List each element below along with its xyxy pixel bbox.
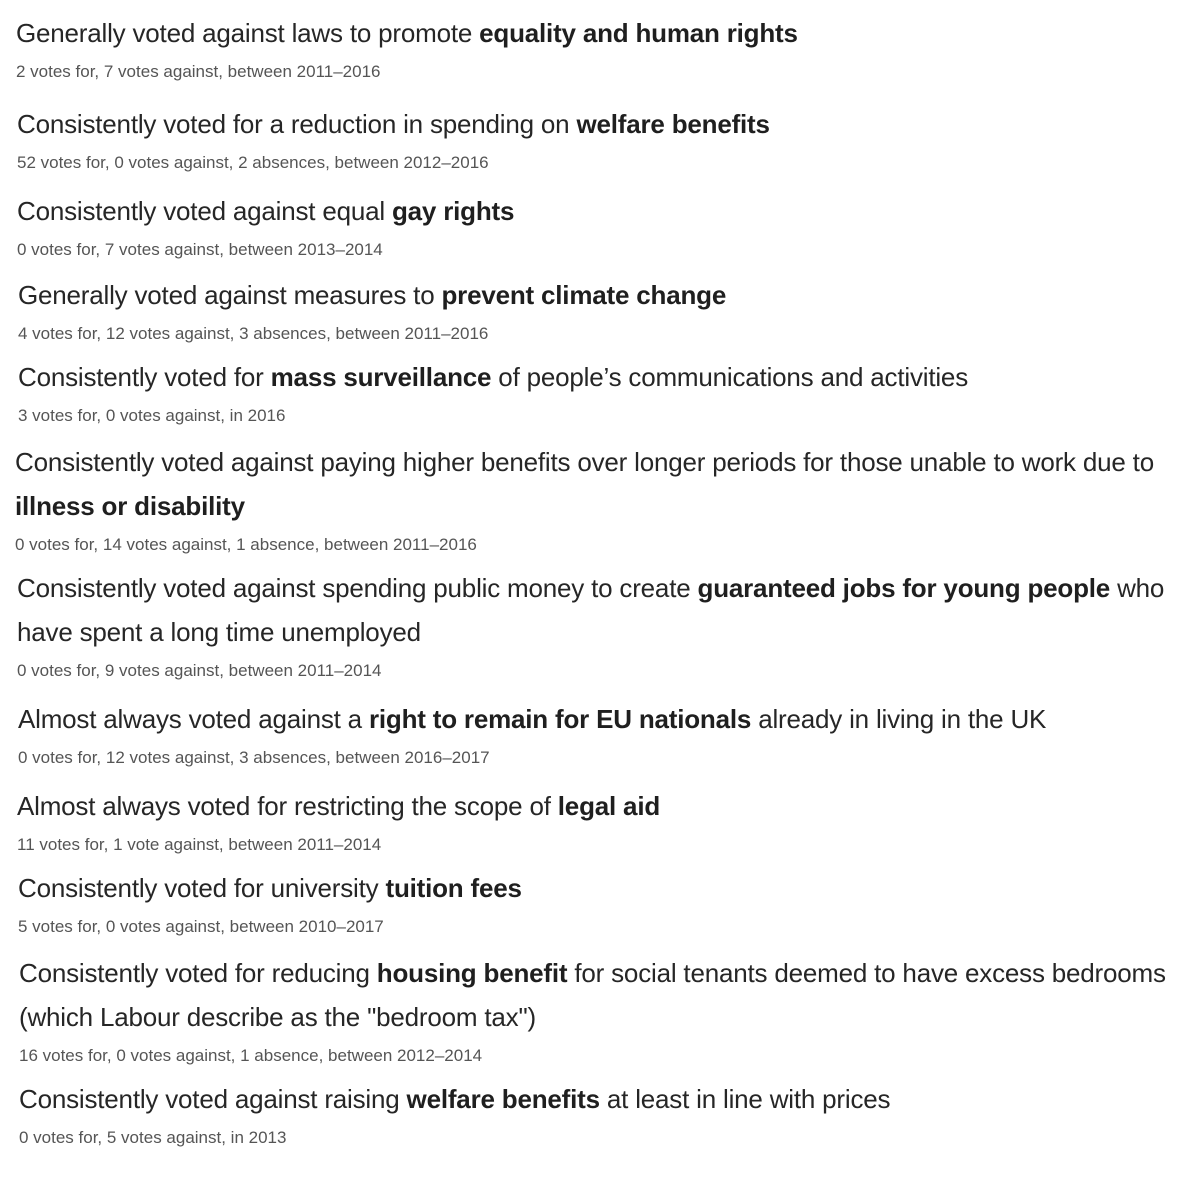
vote-entry <box>15 440 1200 556</box>
vote-statement: Generally voted against laws to promote equality and human rights <box>16 18 798 48</box>
vote-detail: 0 votes for, 5 votes against, in 2013 <box>19 1128 287 1147</box>
vote-entry <box>17 784 1200 856</box>
vote-entry <box>17 189 1200 261</box>
vote-detail: 16 votes for, 0 votes against, 1 absence, between 2012–2014 <box>19 1046 483 1065</box>
vote-entry <box>19 1077 1200 1149</box>
vote-detail: 11 votes for, 1 vote against, between 2011–2014 <box>17 835 382 854</box>
vote-detail: 0 votes for, 7 votes against, between 2013–2014 <box>17 240 383 259</box>
vote-detail: 5 votes for, 0 votes against, between 2010–2017 <box>18 917 384 936</box>
vote-statement: Consistently voted for university tuition fees <box>18 873 522 903</box>
vote-detail: 2 votes for, 7 votes against, between 2011–2016 <box>16 62 381 81</box>
vote-detail: 4 votes for, 12 votes against, 3 absences, between 2011–2016 <box>18 324 489 343</box>
vote-entry <box>16 11 1200 83</box>
vote-detail: 52 votes for, 0 votes against, 2 absences, between 2012–2016 <box>17 153 489 172</box>
vote-statement: Almost always voted against a right to remain for EU nationals already in living in the UK <box>18 704 1047 734</box>
vote-entry <box>19 951 1200 1067</box>
vote-statement: Consistently voted for mass surveillance of people’s communications and activities <box>18 362 968 392</box>
vote-detail: 0 votes for, 9 votes against, between 2011–2014 <box>17 661 382 680</box>
vote-statement: Consistently voted against spending public money to create guaranteed jobs for young people who have spent a long time unemployed <box>17 573 1165 647</box>
vote-entry <box>17 566 1200 682</box>
vote-detail: 3 votes for, 0 votes against, in 2016 <box>18 406 286 425</box>
vote-detail: 0 votes for, 12 votes against, 3 absences, between 2016–2017 <box>18 748 490 767</box>
vote-statement: Consistently voted against raising welfare benefits at least in line with prices <box>19 1084 891 1114</box>
vote-detail: 0 votes for, 14 votes against, 1 absence, between 2011–2016 <box>15 535 477 554</box>
vote-entry <box>18 697 1200 769</box>
vote-statement: Almost always voted for restricting the scope of legal aid <box>17 791 661 821</box>
vote-statement: Consistently voted against paying higher benefits over longer periods for those unable to work due to illness or disability <box>15 447 1154 521</box>
vote-statement: Consistently voted for a reduction in spending on welfare benefits <box>17 109 770 139</box>
vote-entry <box>18 355 1200 427</box>
vote-statement: Consistently voted against equal gay rights <box>17 196 515 226</box>
vote-statement: Generally voted against measures to prevent climate change <box>18 280 727 310</box>
vote-entry <box>18 273 1200 345</box>
vote-entry <box>17 102 1200 174</box>
vote-statement: Consistently voted for reducing housing benefit for social tenants deemed to have excess bedrooms (which Labour describe as the "bedroom tax") <box>19 958 1166 1032</box>
vote-entry <box>18 866 1200 938</box>
